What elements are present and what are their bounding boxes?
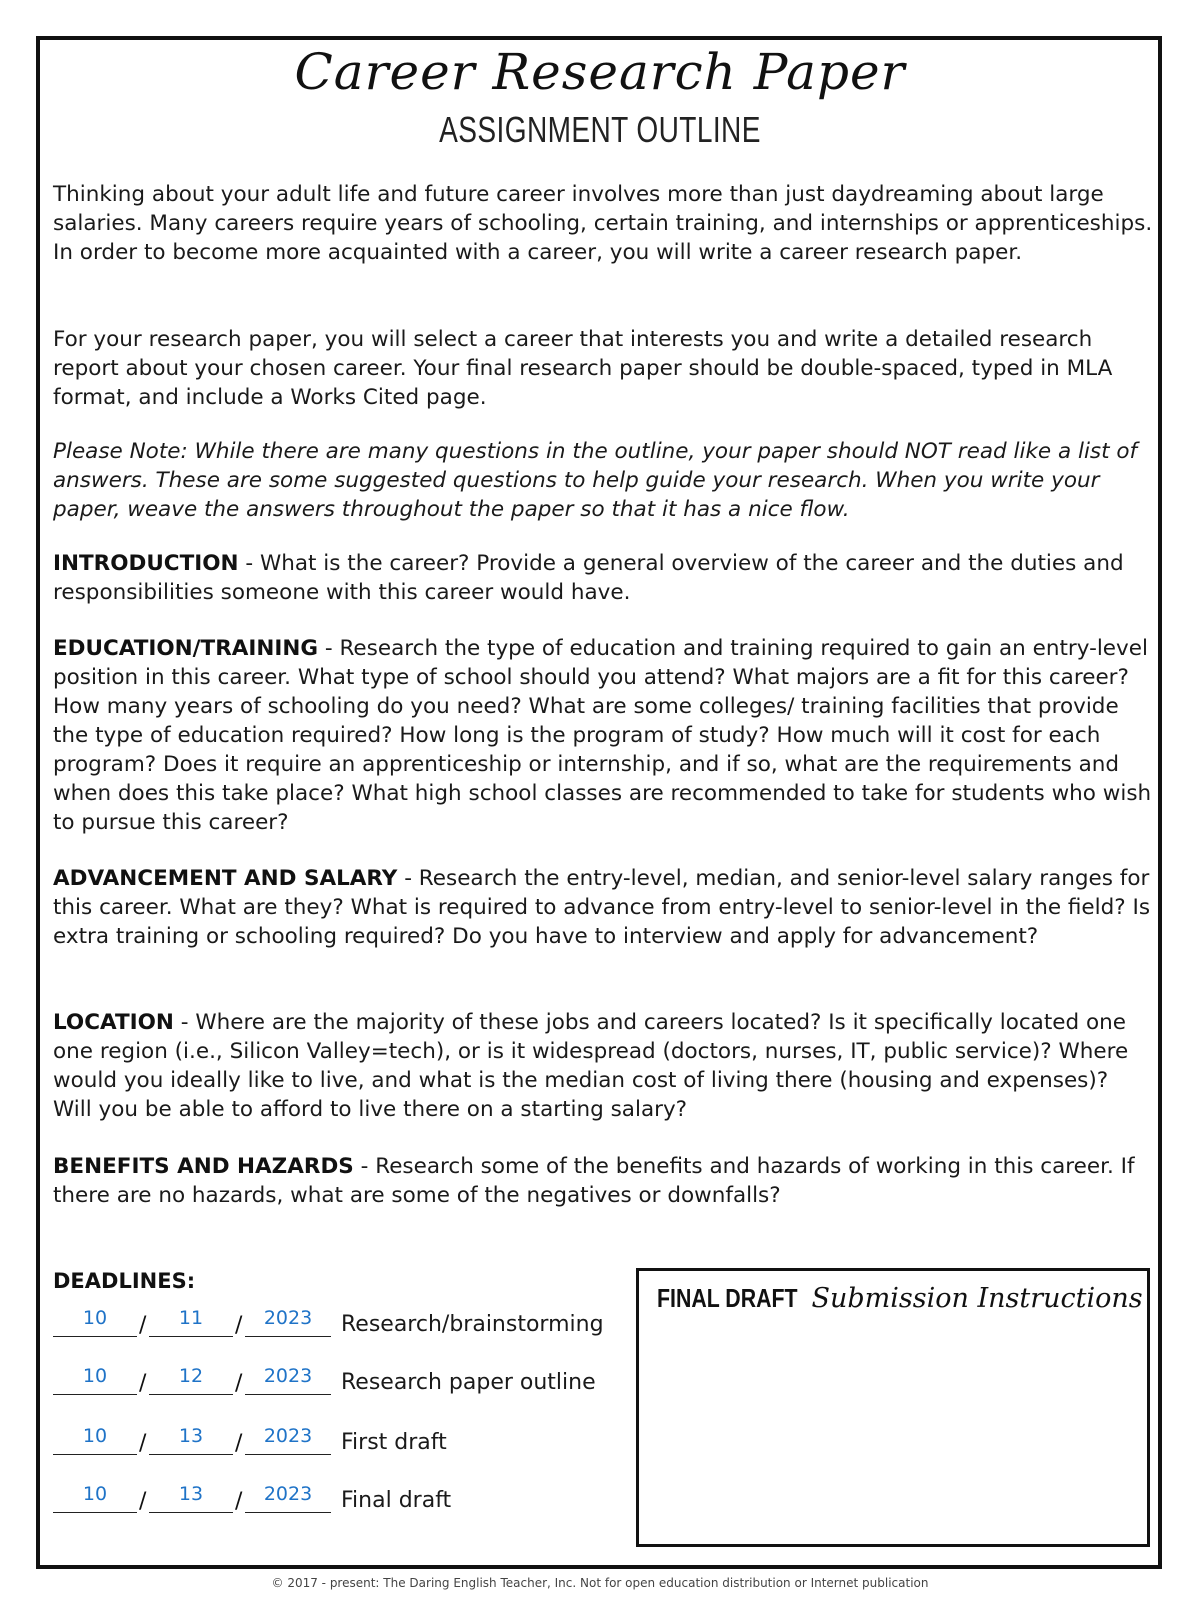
date-separator: / <box>139 1489 147 1514</box>
section-benefits-hazards <box>53 1152 1153 1210</box>
section-text: - Research some of the benefits and hazards of working in this career. If there are no hazards, what are some of the negatives or downfalls? <box>53 1154 1135 1208</box>
deadline-day-field[interactable]: 12 <box>149 1364 233 1395</box>
deadline-label: Research paper outline <box>341 1370 596 1395</box>
section-introduction <box>53 549 1153 607</box>
date-separator: / <box>139 1313 147 1338</box>
section-location <box>53 1008 1153 1124</box>
submission-title-script: Submission Instructions <box>811 1283 1143 1314</box>
deadline-day-field[interactable]: 11 <box>149 1306 233 1337</box>
date-separator: / <box>139 1371 147 1396</box>
intro-paragraph-2: For your research paper, you will select a career that interests you and write a detailed research report about your chosen career. Your final research paper should be double-spaced, typed in MLA format, and include a Works Cited page. <box>53 327 1113 410</box>
note-paragraph: Please Note: While there are many questions in the outline, your paper should NOT read like a list of answers. These are some suggested questions to help guide your research. When you write your paper, weave the answers throughout the paper so that it has a nice flow. <box>53 439 1138 522</box>
deadline-row-outline <box>53 1363 633 1399</box>
deadline-label: Research/brainstorming <box>341 1312 604 1337</box>
section-text: - Where are the majority of these jobs and careers located? Is it specifically located one one region (i.e., Silicon Valley=tech), or is it widespread (doctors, nurses, IT, public service)? Where would you ideally like to live, and what is the median cost of living there (housing and expenses)? Will you be able to afford to live there on a starting salary? <box>53 1010 1129 1122</box>
section-education-training <box>53 634 1153 837</box>
deadline-row-final-draft <box>53 1481 633 1517</box>
section-heading: ADVANCEMENT AND SALARY <box>53 866 398 891</box>
date-separator: / <box>235 1313 243 1338</box>
deadline-month-field[interactable]: 10 <box>53 1364 137 1395</box>
submission-title-bold: FINAL DRAFT <box>657 1283 798 1313</box>
deadline-month-field[interactable]: 10 <box>53 1424 137 1455</box>
section-heading: INTRODUCTION <box>53 551 239 576</box>
deadline-row-research <box>53 1305 633 1341</box>
section-heading: LOCATION <box>53 1010 174 1035</box>
deadline-month-field[interactable]: 10 <box>53 1306 137 1337</box>
section-heading: BENEFITS AND HAZARDS <box>53 1154 354 1179</box>
submission-box-title <box>657 1283 1143 1314</box>
deadline-year-field[interactable]: 2023 <box>245 1364 331 1395</box>
deadline-day-field[interactable]: 13 <box>149 1424 233 1455</box>
page-subtitle: ASSIGNMENT OUTLINE <box>439 109 761 150</box>
deadline-day-field[interactable]: 13 <box>149 1482 233 1513</box>
section-text: - What is the career? Provide a general overview of the career and the duties and responsibilities someone with this career would have. <box>53 551 1124 605</box>
date-separator: / <box>139 1431 147 1456</box>
submission-instructions-box[interactable] <box>636 1268 1150 1547</box>
deadline-row-first-draft <box>53 1423 633 1459</box>
deadline-year-field[interactable]: 2023 <box>245 1306 331 1337</box>
deadlines-heading: DEADLINES: <box>53 1269 196 1293</box>
date-separator: / <box>235 1371 243 1396</box>
deadline-year-field[interactable]: 2023 <box>245 1482 331 1513</box>
section-advancement-salary <box>53 864 1153 951</box>
date-separator: / <box>235 1431 243 1456</box>
page-title: Career Research Paper <box>294 43 906 101</box>
deadline-month-field[interactable]: 10 <box>53 1482 137 1513</box>
copyright-footer: © 2017 - present: The Daring English Teacher, Inc. Not for open education distribution or Internet publication <box>271 1576 929 1590</box>
date-separator: / <box>235 1489 243 1514</box>
deadline-label: First draft <box>341 1430 447 1455</box>
section-heading: EDUCATION/TRAINING <box>53 636 319 661</box>
deadline-year-field[interactable]: 2023 <box>245 1424 331 1455</box>
section-text: - Research the type of education and training required to gain an entry-level position in this career. What type of school should you attend? What majors are a fit for this career? How many years of schooling do you need? What are some colleges/ training facilities that provide the type of education required? How long is the program of study? How much will it cost for each program? Does it require an apprenticeship or internship, and if so, what are the requirements and when does this take place? What high school classes are recommended to take for students who wish to pursue this career? <box>53 636 1152 835</box>
deadline-label: Final draft <box>341 1488 452 1513</box>
intro-paragraph-1: Thinking about your adult life and future career involves more than just daydreaming about large salaries. Many careers require years of schooling, certain training, and internships or apprenticeships. In order to become more acquainted with a career, you will write a career research paper. <box>53 182 1153 265</box>
section-text: - Research the entry-level, median, and senior-level salary ranges for this career. What are they? What is required to advance from entry-level to senior-level in the field? Is extra training or schooling required? Do you have to interview and apply for advancement? <box>53 866 1151 949</box>
